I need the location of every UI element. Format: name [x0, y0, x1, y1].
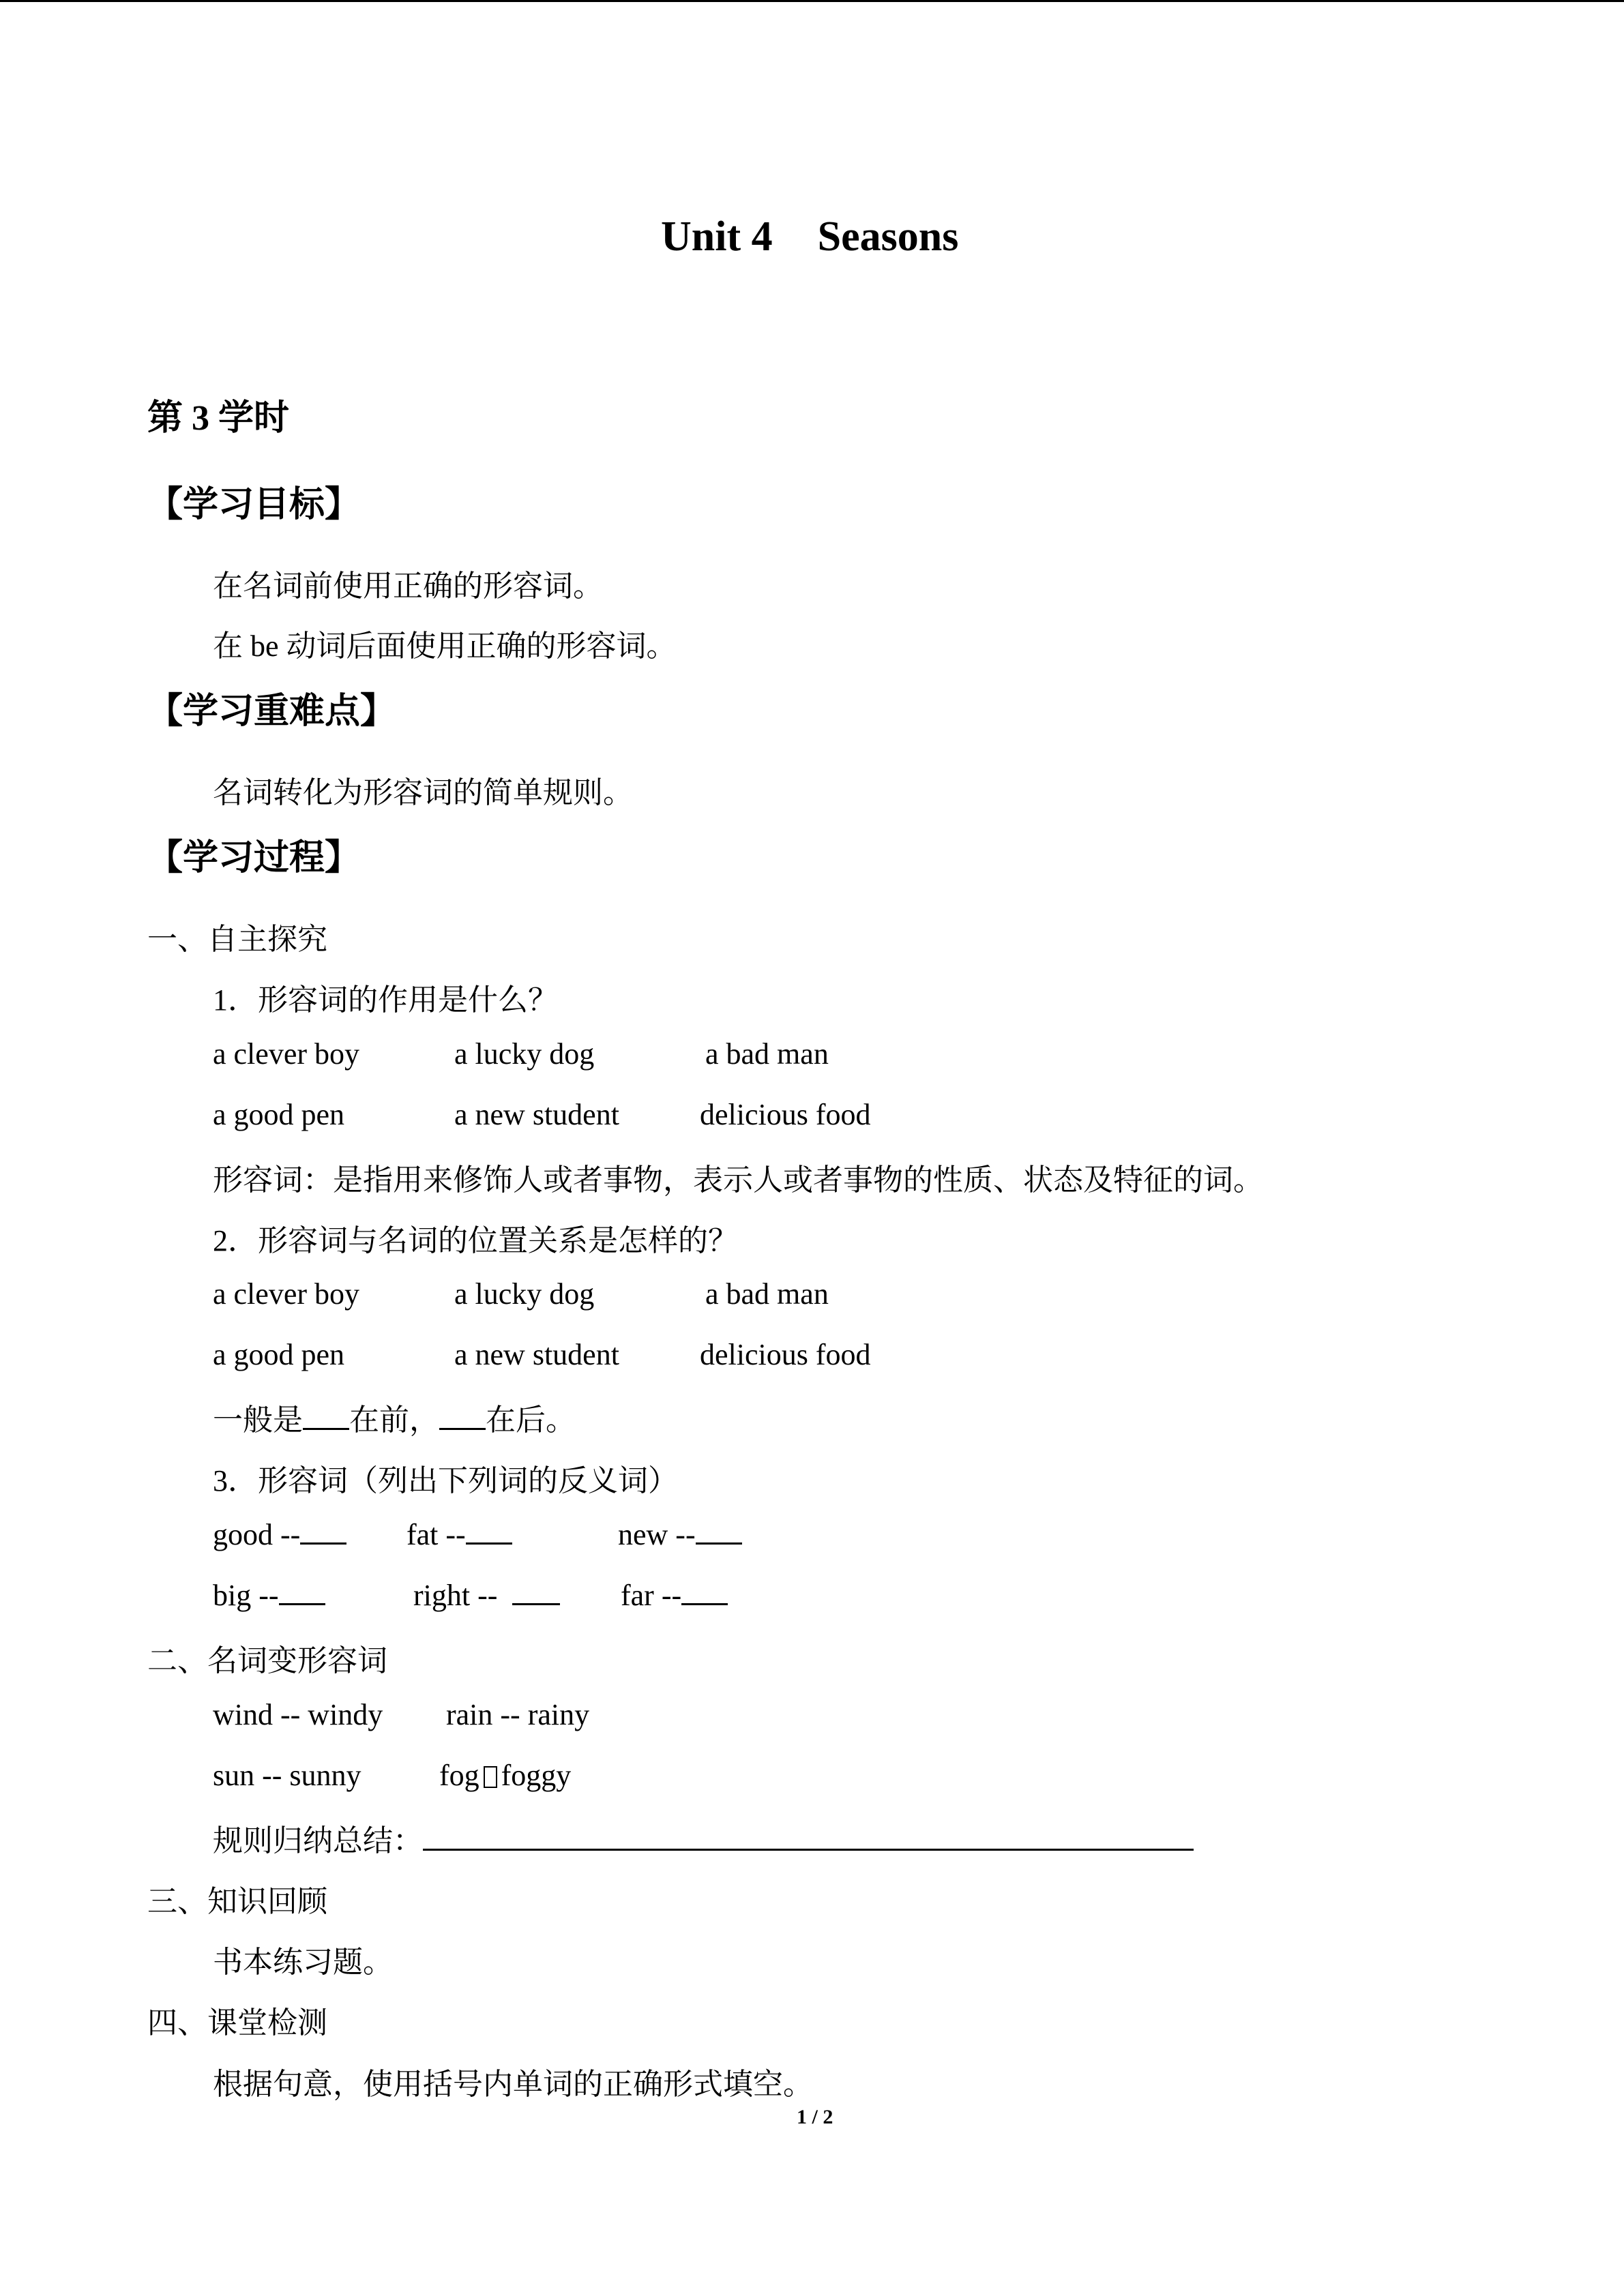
fill-blank[interactable]	[681, 1579, 728, 1605]
missing-glyph-box	[484, 1766, 497, 1788]
antonym-word: good --	[213, 1518, 301, 1551]
antonym-item	[213, 1578, 325, 1613]
position-text: 一般是	[213, 1403, 303, 1437]
section-4-text: 根据句意，使用括号内单词的正确形式填空。	[213, 2068, 813, 2101]
conversion-pair	[439, 1758, 571, 1793]
question-3: 3．形容词（列出下列词的反义词）	[213, 1464, 678, 1497]
antonym-word: big --	[213, 1579, 279, 1612]
antonym-word: right --	[413, 1579, 498, 1612]
fill-blank[interactable]	[512, 1579, 560, 1605]
title-name: Seasons	[817, 213, 959, 260]
section-1-title: 一、自主探究	[147, 923, 327, 956]
question-1: 1．形容词的作用是什么？	[213, 983, 558, 1017]
keypoint-item: 名词转化为形容词的简单规则。	[213, 776, 633, 809]
keypoints-heading: 【学习重难点】	[147, 692, 396, 731]
conversion-word: fog	[439, 1759, 479, 1792]
fill-blank[interactable]	[466, 1518, 512, 1545]
rule-label: 规则归纳总结：	[213, 1824, 423, 1858]
lesson-label: 第 3 学时	[147, 399, 290, 438]
conversion-word: foggy	[501, 1759, 572, 1792]
page-top-border	[0, 0, 1624, 2]
page-number: 1 / 2	[797, 2106, 833, 2128]
fill-blank[interactable]	[300, 1518, 346, 1545]
title-unit: Unit 4	[661, 213, 773, 260]
phrase: a bad man	[705, 1037, 829, 1071]
goals-heading: 【学习目标】	[147, 486, 361, 524]
phrase: a bad man	[705, 1277, 829, 1311]
phrase: a new student	[454, 1098, 619, 1131]
phrase: a lucky dog	[454, 1277, 595, 1311]
goal-item: 在名词前使用正确的形容词。	[213, 569, 603, 603]
phrase: delicious food	[700, 1098, 871, 1131]
antonym-item	[413, 1578, 560, 1613]
antonym-item	[407, 1517, 512, 1552]
phrase: a clever boy	[213, 1037, 359, 1071]
section-3-title: 三、知识回顾	[147, 1885, 327, 1918]
section-2-title: 二、名词变形容词	[147, 1644, 387, 1678]
adjective-definition: 形容词：是指用来修饰人或者事物，表示人或者事物的性质、状态及特征的词。	[213, 1163, 1263, 1197]
antonym-word: far --	[621, 1579, 682, 1612]
rule-summary	[213, 1816, 1194, 1860]
position-text: 在前，	[349, 1403, 439, 1437]
phrase: a good pen	[213, 1338, 345, 1371]
phrase: delicious food	[700, 1338, 871, 1371]
phrase: a new student	[454, 1338, 619, 1371]
process-heading: 【学习过程】	[147, 839, 361, 878]
fill-blank[interactable]	[303, 1403, 349, 1430]
antonym-item	[621, 1578, 728, 1613]
phrase: a good pen	[213, 1098, 345, 1131]
fill-blank[interactable]	[439, 1403, 486, 1430]
antonym-item	[618, 1517, 742, 1552]
antonym-item	[213, 1517, 346, 1552]
document-title	[661, 213, 958, 261]
antonym-word: new --	[618, 1518, 696, 1551]
goal-item: 在 be 动词后面使用正确的形容词。	[213, 629, 677, 663]
section-4-title: 四、课堂检测	[147, 2006, 327, 2040]
phrase: a lucky dog	[454, 1037, 595, 1071]
conversion-pair: rain -- rainy	[446, 1698, 590, 1731]
question-2: 2．形容词与名词的位置关系是怎样的？	[213, 1224, 738, 1257]
antonym-word: fat --	[407, 1518, 466, 1551]
position-rule	[213, 1395, 576, 1439]
fill-blank[interactable]	[696, 1518, 742, 1545]
section-3-text: 书本练习题。	[213, 1945, 393, 1979]
position-text: 在后。	[486, 1403, 576, 1437]
conversion-pair: wind -- windy	[213, 1698, 383, 1731]
conversion-pair: sun -- sunny	[213, 1759, 361, 1792]
fill-blank[interactable]	[279, 1579, 325, 1605]
phrase: a clever boy	[213, 1277, 359, 1311]
rule-answer-line[interactable]	[423, 1824, 1194, 1851]
